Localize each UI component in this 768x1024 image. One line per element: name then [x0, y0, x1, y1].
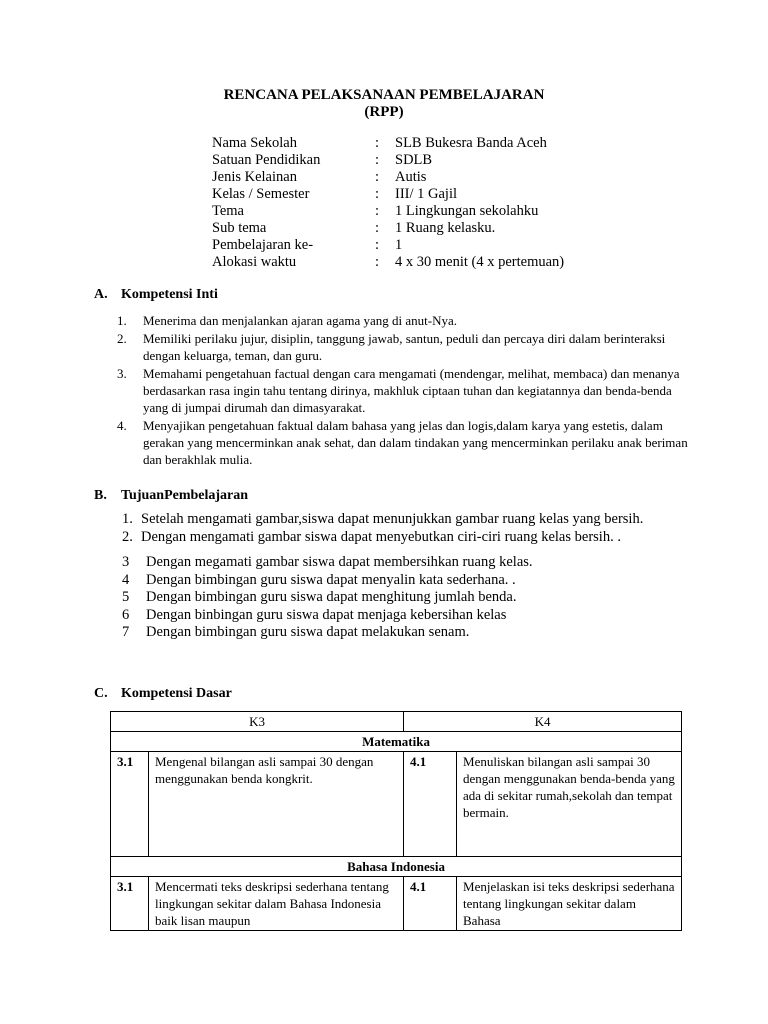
info-label: Alokasi waktu: [212, 254, 297, 270]
header-k4: K4: [404, 712, 682, 732]
subject-title: Bahasa Indonesia: [111, 857, 682, 877]
table-row: [111, 877, 682, 931]
list-item: [122, 624, 682, 642]
list-item: [117, 312, 695, 329]
info-colon: :: [375, 254, 380, 270]
list-text: Dengan bimbingan guru siswa dapat melakukan senam.: [146, 624, 470, 640]
list-item: [122, 607, 682, 625]
list-number: 2.: [122, 528, 133, 545]
list-text: Setelah mengamati gambar,siswa dapat menunjukkan gambar ruang kelas yang bersih.: [141, 511, 644, 527]
info-colon: :: [375, 186, 380, 202]
list-text: Dengan binbingan guru siswa dapat menjaga kebersihan kelas: [146, 606, 507, 623]
list-number: 4.: [117, 418, 127, 433]
list-item: [117, 417, 695, 468]
list-item: [117, 365, 695, 416]
info-label: Jenis Kelainan: [212, 169, 297, 185]
info-label: Kelas / Semester: [212, 186, 310, 202]
list-number: 5: [122, 589, 130, 605]
list-item: [122, 554, 682, 572]
section-letter: C.: [94, 686, 108, 701]
k3-code: 3.1: [111, 752, 149, 857]
list-text: Menyajikan pengetahuan faktual dalam bahasa yang jelas dan logis,dalam karya yang estetis, dalam gerakan yang mencerminkan anak sehat, dan dalam tindakan yang mencerminkan perilaku anak beriman dan berakhlak mulia.: [143, 418, 688, 467]
k3-code: 3.1: [111, 877, 149, 931]
section-title: Kompetensi Dasar: [121, 686, 232, 701]
info-colon: :: [375, 220, 380, 236]
subject-title: Matematika: [111, 732, 682, 752]
info-label: Pembelajaran ke-: [212, 237, 314, 253]
k4-text: Menuliskan bilangan asli sampai 30 dengan menggunakan benda-benda yang ada di sekitar rumah,sekolah dan tempat bermain.: [457, 752, 682, 857]
info-value: SDLB: [395, 152, 433, 168]
list-number: 3.: [117, 366, 127, 381]
info-value: 4 x 30 menit (4 x pertemuan): [395, 254, 565, 270]
subject-row: [111, 732, 682, 752]
section-title: TujuanPembelajaran: [121, 488, 249, 503]
info-value: 1 Ruang kelasku.: [395, 220, 496, 236]
section-heading-b: [94, 488, 248, 504]
table-row: [111, 752, 682, 857]
list-item: [122, 511, 682, 529]
section-heading-c: [94, 686, 232, 702]
info-colon: :: [375, 237, 380, 253]
list-item: [117, 330, 695, 364]
document-title: RENCANA PELAKSANAAN PEMBELAJARAN: [223, 87, 545, 103]
kompetensi-dasar-table: [110, 711, 682, 931]
list-text: Dengan bimbingan guru siswa dapat menyalin kata sederhana. .: [146, 571, 516, 588]
section-heading-a: [94, 287, 218, 303]
info-value: III/ 1 Gajil: [395, 186, 458, 202]
info-colon: :: [375, 203, 380, 219]
header-k3: K3: [111, 712, 404, 732]
list-text: Memiliki perilaku jujur, disiplin, tanggung jawab, santun, peduli dan percaya diri dalam berinteraksi dengan keluarga, teman, dan guru.: [143, 331, 666, 363]
k3-text: Mengenal bilangan asli sampai 30 dengan menggunakan benda kongkrit.: [149, 752, 404, 857]
list-text: Dengan megamati gambar siswa dapat membersihkan ruang kelas.: [146, 554, 533, 570]
list-text: Dengan mengamati gambar siswa dapat menyebutkan ciri-ciri ruang kelas bersih. .: [141, 528, 621, 545]
list-number: 1.: [117, 313, 127, 328]
k4-text: Menjelaskan isi teks deskripsi sederhana tentang lingkungan sekitar dalam Bahasa: [457, 877, 682, 931]
kompetensi-inti-list: [117, 312, 695, 469]
k3-text: Mencermati teks deskripsi sederhana tentang lingkungan sekitar dalam Bahasa Indonesia baik lisan maupun: [149, 877, 404, 931]
k4-code: 4.1: [404, 752, 457, 857]
list-number: 7: [122, 624, 130, 640]
list-text: Memahami pengetahuan factual dengan cara mengamati (mendengar, melihat, membaca) dan menanya berdasarkan rasa ingin tahu tentang dirinya, makhluk ciptaan tuhan dan kegiatannya dan benda-benda yang di jumpai dirumah dan dimasyarakat.: [143, 366, 680, 415]
info-label: Tema: [212, 203, 244, 219]
list-text: Dengan bimbingan guru siswa dapat menghitung jumlah benda.: [146, 589, 517, 605]
list-number: 6: [122, 606, 130, 623]
section-letter: A.: [94, 287, 108, 302]
list-number: 1.: [122, 511, 133, 527]
info-label: Sub tema: [212, 220, 267, 236]
info-colon: :: [375, 169, 380, 185]
list-number: 4: [122, 571, 130, 588]
info-label: Satuan Pendidikan: [212, 152, 321, 168]
info-value: Autis: [395, 169, 427, 185]
list-item: [122, 589, 682, 607]
section-letter: B.: [94, 488, 107, 503]
list-item: [122, 529, 682, 547]
info-value: SLB Bukesra Banda Aceh: [395, 135, 547, 151]
info-label: Nama Sekolah: [212, 135, 297, 151]
subject-row: [111, 857, 682, 877]
list-number: 3: [122, 554, 130, 570]
tujuan-list: [122, 511, 682, 642]
info-colon: :: [375, 152, 380, 168]
k4-code: 4.1: [404, 877, 457, 931]
list-number: 2.: [117, 331, 127, 346]
table-header-row: [111, 712, 682, 732]
info-value: 1 Lingkungan sekolahku: [395, 203, 539, 219]
info-colon: :: [375, 135, 380, 151]
section-title: Kompetensi Inti: [121, 287, 218, 302]
list-text: Menerima dan menjalankan ajaran agama yang di anut-Nya.: [143, 313, 458, 328]
list-item: [122, 572, 682, 590]
document-subtitle: (RPP): [364, 104, 404, 120]
info-value: 1: [395, 237, 403, 253]
